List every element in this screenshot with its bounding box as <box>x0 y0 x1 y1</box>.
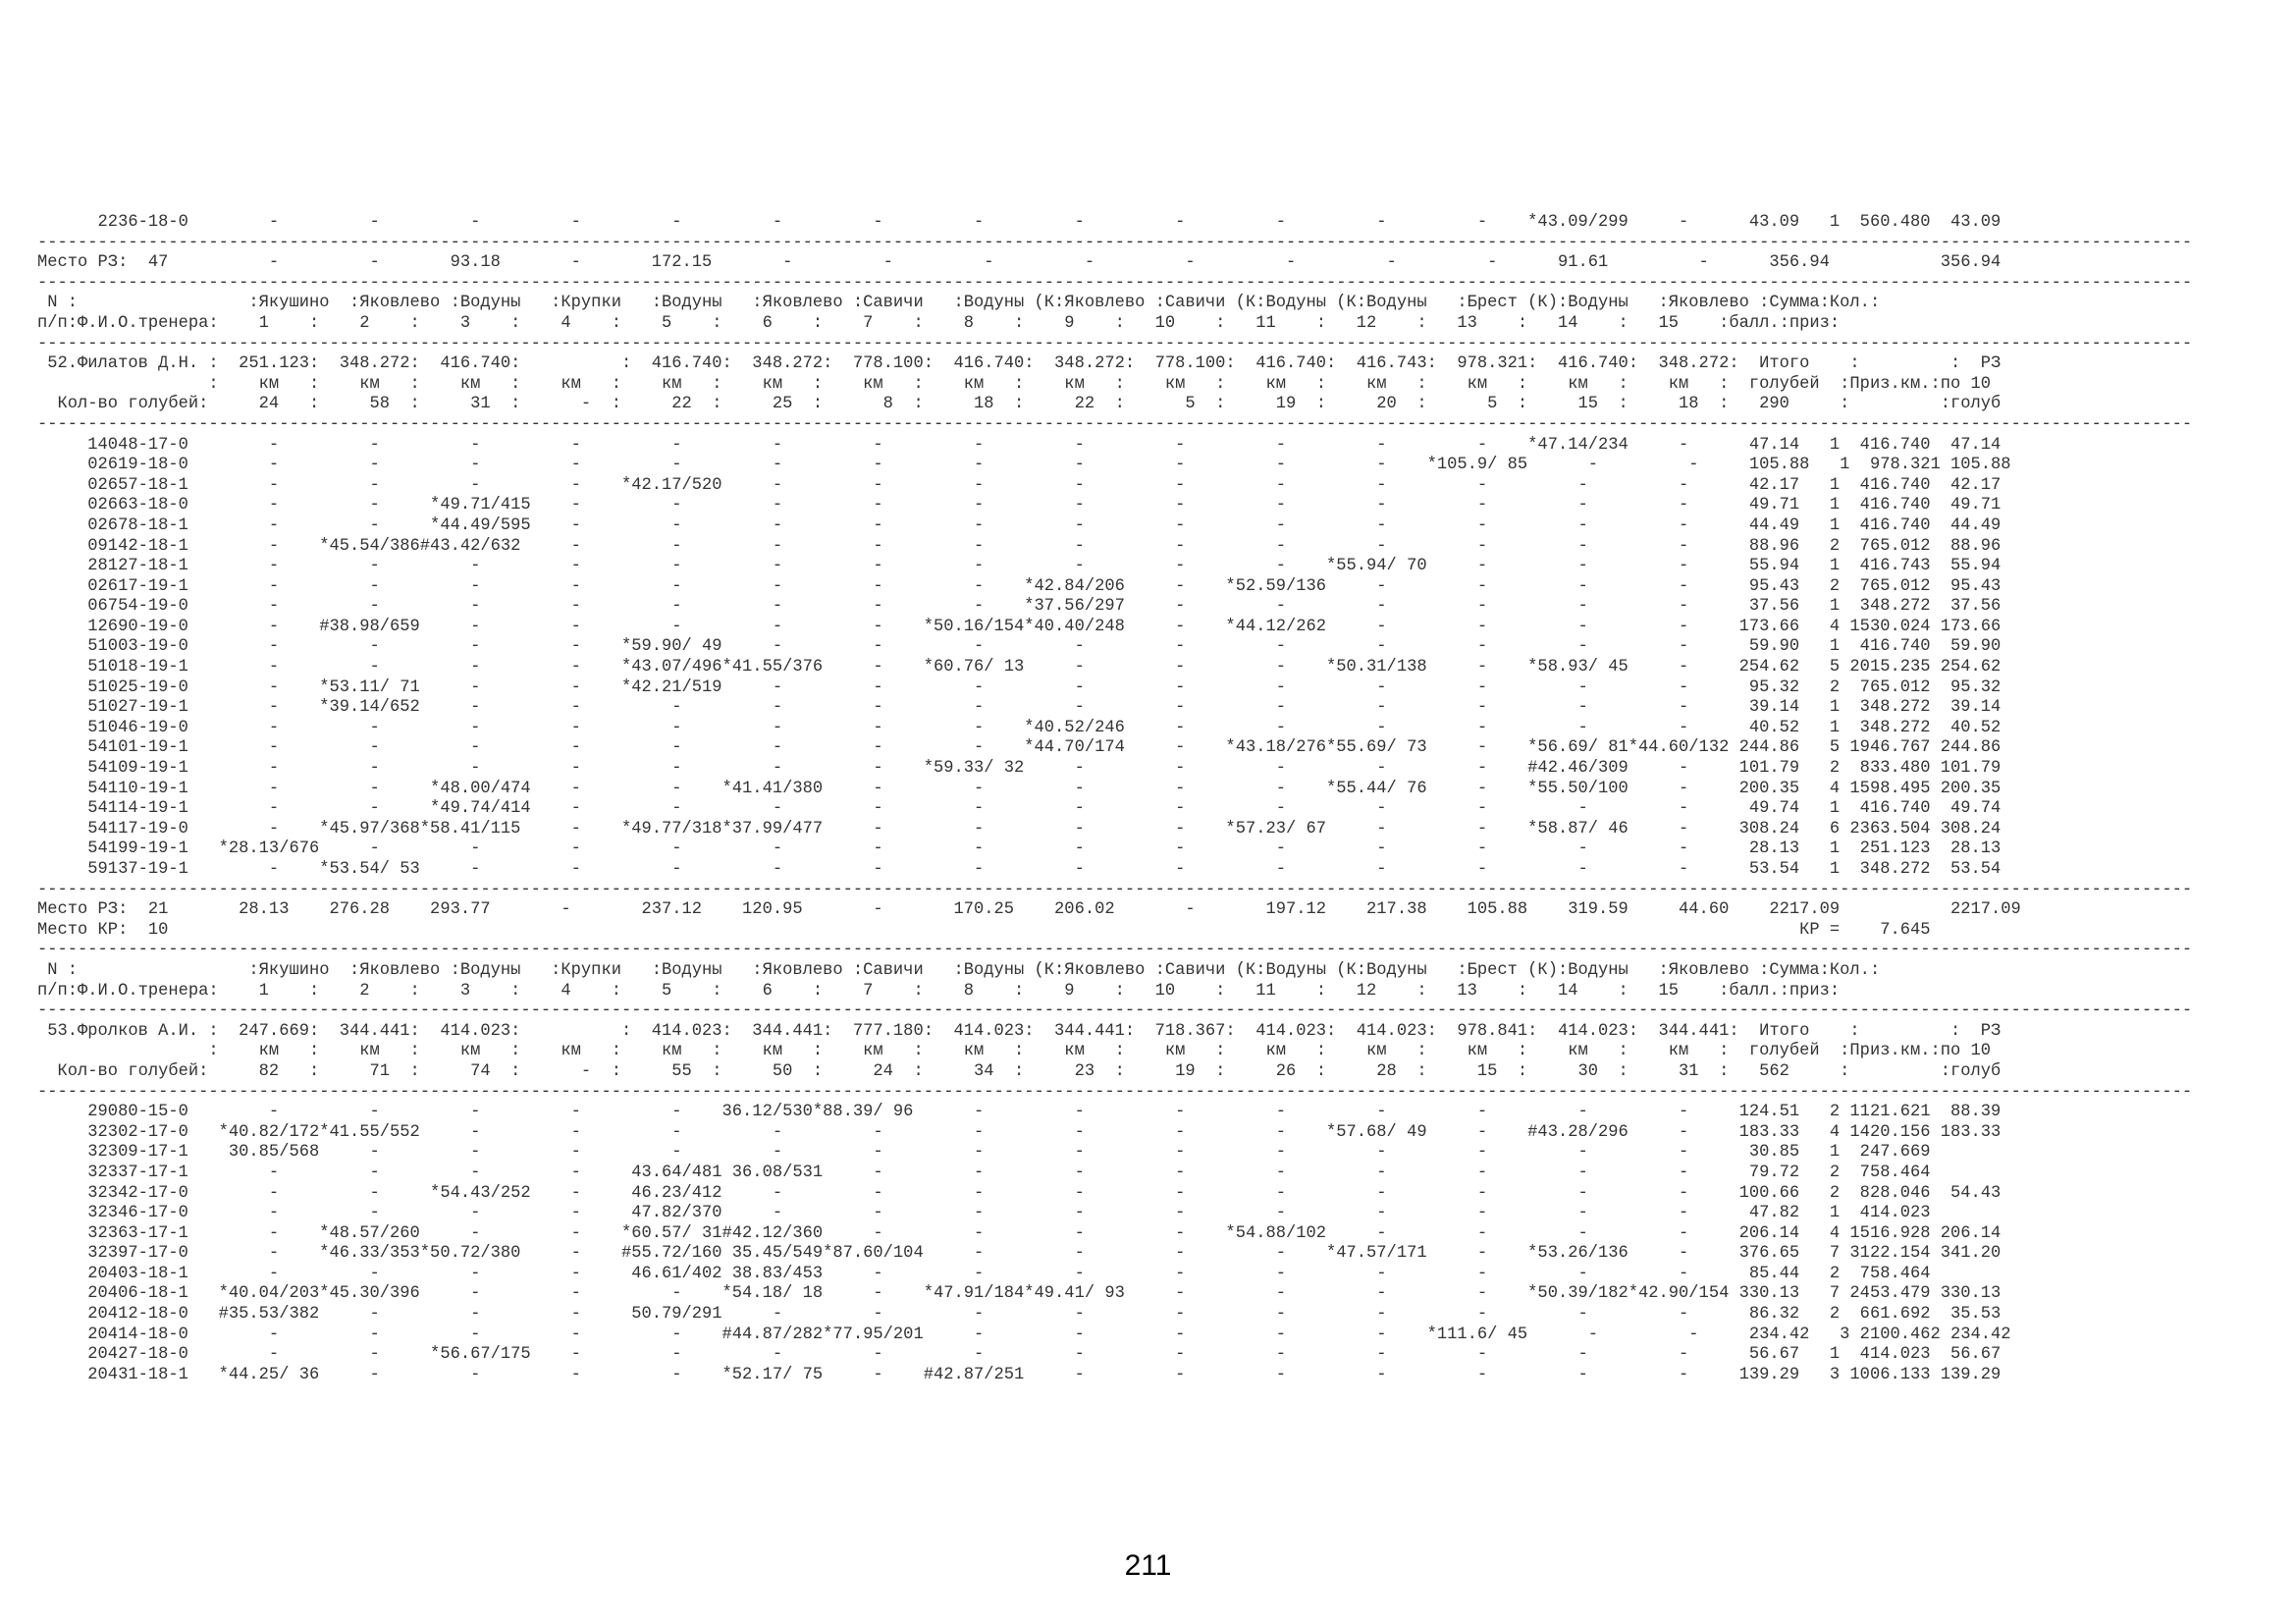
report-line: 02657-18-1 - - - - *42.17/520 - - - - - - - - - - 42.17 1 416.740 42.17 <box>37 475 2002 495</box>
report-line: 32302-17-0 *40.82/172*41.55/552 - - - - - - - - - *57.68/ 49 - #43.28/296 - 183.33 4 1420.156 183.33 <box>37 1122 2002 1142</box>
report-line: 54199-19-1 *28.13/676 - - - - - - - - - - - - - - 28.13 1 251.123 28.13 <box>37 839 2002 859</box>
separator-line: ---------------------------------------------------------------------------------------------------------------------------------------------------------------------------------------------------------------------- <box>37 273 2193 293</box>
report-line: 02619-18-0 - - - - - - - - - - - - *105.9/ 85 - - 105.88 1 978.321 105.88 <box>37 456 2011 475</box>
report-line: 02663-18-0 - - *49.71/415 - - - - - - - - - - - - 49.71 1 416.740 49.71 <box>37 496 2002 515</box>
report-line: 54101-19-1 - - - - - - - - *44.70/174 - *43.18/276*55.69/ 73 - *56.69/ 81*44.60/132 244.86 5 1946.767 244.86 <box>37 738 2002 758</box>
report-line: : км : км : км : км : км : км : км : км : км : км : км : км : км : км : км : голубей :Приз.км.:по 10 <box>37 374 1992 394</box>
report-line: 51018-19-1 - - - - *43.07/496*41.55/376 - *60.76/ 13 - - - *50.31/138 - *58.93/ 45 - 254.62 5 2015.235 254.62 <box>37 658 2002 677</box>
report-line: 32363-17-1 - *48.57/260 - - *60.57/ 31#42.12/360 - - - - *54.88/102 - - - - 206.14 4 1516.928 206.14 <box>37 1223 2002 1243</box>
report-line: 54109-19-1 - - - - - - - *59.33/ 32 - - - - - #42.46/309 - 101.79 2 833.480 101.79 <box>37 759 2002 779</box>
report-line: 14048-17-0 - - - - - - - - - - - - - *47.14/234 - 47.14 1 416.740 47.14 <box>37 435 2002 455</box>
report-line: 32346-17-0 - - - - 47.82/370 - - - - - - - - - - 47.82 1 414.023 <box>37 1204 1931 1223</box>
report-line: 20412-18-0 #35.53/382 - - - 50.79/291 - - - - - - - - - - 86.32 2 661.692 35.53 <box>37 1305 2002 1325</box>
report-line: Место КР: 10 КР = 7.645 <box>37 920 1931 940</box>
report-line: 28127-18-1 - - - - - - - - - - - *55.94/ 70 - - - 55.94 1 416.743 55.94 <box>37 557 2002 576</box>
report-line: 32337-17-1 - - - - 43.64/481 36.08/531 - - - - - - - - - 79.72 2 758.464 <box>37 1163 1931 1182</box>
report-line: 51027-19-1 - *39.14/652 - - - - - - - - - - - - - 39.14 1 348.272 39.14 <box>37 698 2002 718</box>
separator-line: ---------------------------------------------------------------------------------------------------------------------------------------------------------------------------------------------------------------------- <box>37 941 2193 960</box>
report-line: N : :Якушино :Яковлево :Водуны :Крупки :Водуны :Яковлево :Савичи :Водуны (К:Яковлево :Савичи (К:Водуны (К:Водуны :Брест (К):Водуны :Яковлево :Сумма:Кол.: <box>37 960 1881 980</box>
page-number: 211 <box>1124 1549 1172 1582</box>
report-line: 54110-19-1 - - *48.00/474 - - *41.41/380 - - - - - *55.44/ 76 - *55.50/100 - 200.35 4 1598.495 200.35 <box>37 779 2002 798</box>
results-report <box>37 213 2192 1385</box>
report-line: N : :Якушино :Яковлево :Водуны :Крупки :Водуны :Яковлево :Савичи :Водуны (К:Яковлево :Савичи (К:Водуны (К:Водуны :Брест (К):Водуны :Яковлево :Сумма:Кол.: <box>37 294 1881 313</box>
report-line: : км : км : км : км : км : км : км : км : км : км : км : км : км : км : км : голубей :Приз.км.:по 10 <box>37 1042 1992 1061</box>
report-line: 32397-17-0 - *46.33/353*50.72/380 - #55.72/160 35.45/549*87.60/104 - - - - *47.57/171 - *53.26/136 - 376.65 7 3122.154 341.20 <box>37 1244 2002 1264</box>
separator-line: ---------------------------------------------------------------------------------------------------------------------------------------------------------------------------------------------------------------------- <box>37 880 2193 899</box>
report-line: 20406-18-1 *40.04/203*45.30/396 - - - *54.18/ 18 - *47.91/184*49.41/ 93 - - - - *50.39/182*42.90/154 330.13 7 2453.479 330.13 <box>37 1284 2002 1304</box>
report-line: п/п:Ф.И.О.тренера: 1 : 2 : 3 : 4 : 5 : 6 : 7 : 8 : 9 : 10 : 11 : 12 : 13 : 14 : 15 :балл.:приз: <box>37 981 1841 1001</box>
report-line: 20414-18-0 - - - - - #44.87/282*77.95/201 - - - - - *111.6/ 45 - - 234.42 3 2100.462 234.42 <box>37 1325 2011 1344</box>
report-line: Место РЗ: 21 28.13 276.28 293.77 - 237.12 120.95 - 170.25 206.02 - 197.12 217.38 105.88 319.59 44.60 2217.09 2217.09 <box>37 900 2021 920</box>
report-line: 54117-19-0 - *45.97/368*58.41/115 - *49.77/318*37.99/477 - - - - *57.23/ 67 - - *58.87/ 46 - 308.24 6 2363.504 308.24 <box>37 819 2002 839</box>
report-line: 32309-17-1 30.85/568 - - - - - - - - - - - - - - 30.85 1 247.669 <box>37 1143 1931 1163</box>
report-line: 29080-15-0 - - - - - 36.12/530*88.39/ 96 - - - - - - - - 124.51 2 1121.621 88.39 <box>37 1103 2002 1122</box>
report-line: 32342-17-0 - - *54.43/252 - 46.23/412 - - - - - - - - - - 100.66 2 828.046 54.43 <box>37 1183 2002 1203</box>
report-line: 12690-19-0 - #38.98/659 - - - - - *50.16/154*40.40/248 - *44.12/262 - - - - 173.66 4 1530.024 173.66 <box>37 617 2002 636</box>
report-line: 52.Филатов Д.Н. : 251.123: 348.272: 416.740: : 416.740: 348.272: 778.100: 416.740: 348.272: 778.100: 416.740: 416.743: 978.321: 416.740: 348.272: Итого : : РЗ <box>37 354 2002 374</box>
separator-line: ---------------------------------------------------------------------------------------------------------------------------------------------------------------------------------------------------------------------- <box>37 1082 2193 1102</box>
separator-line: ---------------------------------------------------------------------------------------------------------------------------------------------------------------------------------------------------------------------- <box>37 233 2193 252</box>
report-line: 51003-19-0 - - - - *59.90/ 49 - - - - - - - - - - 59.90 1 416.740 59.90 <box>37 637 2002 657</box>
report-line: 06754-19-0 - - - - - - - - *37.56/297 - - - - - - 37.56 1 348.272 37.56 <box>37 597 2002 617</box>
report-line: Место РЗ: 47 - - 93.18 - 172.15 - - - - - - - - 91.61 - 356.94 356.94 <box>37 253 2002 273</box>
report-line: 54114-19-1 - - *49.74/414 - - - - - - - - - - - - 49.74 1 416.740 49.74 <box>37 799 2002 819</box>
report-line: 02678-18-1 - - *44.49/595 - - - - - - - - - - - - 44.49 1 416.740 44.49 <box>37 515 2002 535</box>
report-line: 53.Фролков А.И. : 247.669: 344.441: 414.023: : 414.023: 344.441: 777.180: 414.023: 344.441: 718.367: 414.023: 414.023: 978.841: 414.023: 344.441: Итого : : РЗ <box>37 1021 2002 1041</box>
report-line: Кол-во голубей: 24 : 58 : 31 : - : 22 : 25 : 8 : 18 : 22 : 5 : 19 : 20 : 5 : 15 : 18 : 290 : :голуб <box>37 395 2002 414</box>
report-line: 02617-19-1 - - - - - - - - *42.84/206 - *52.59/136 - - - - 95.43 2 765.012 95.43 <box>37 576 2002 596</box>
report-line: п/п:Ф.И.О.тренера: 1 : 2 : 3 : 4 : 5 : 6 : 7 : 8 : 9 : 10 : 11 : 12 : 13 : 14 : 15 :балл.:приз: <box>37 313 1841 333</box>
report-line: 2236-18-0 - - - - - - - - - - - - - *43.09/299 - 43.09 1 560.480 43.09 <box>37 213 2002 232</box>
report-line: 20427-18-0 - - *56.67/175 - - - - - - - - - - - - 56.67 1 414.023 56.67 <box>37 1345 2002 1365</box>
separator-line: ---------------------------------------------------------------------------------------------------------------------------------------------------------------------------------------------------------------------- <box>37 1001 2193 1021</box>
report-line: 51025-19-0 - *53.11/ 71 - - *42.21/519 - - - - - - - - - - 95.32 2 765.012 95.32 <box>37 677 2002 697</box>
report-line: Кол-во голубей: 82 : 71 : 74 : - : 55 : 50 : 24 : 34 : 23 : 19 : 26 : 28 : 15 : 30 : 31 : 562 : :голуб <box>37 1061 2002 1081</box>
report-line: 20403-18-1 - - - - 46.61/402 38.83/453 - - - - - - - - - 85.44 2 758.464 <box>37 1264 1931 1283</box>
report-line: 59137-19-1 - *53.54/ 53 - - - - - - - - - - - - - 53.54 1 348.272 53.54 <box>37 860 2002 879</box>
report-line: 09142-18-1 - *45.54/386#43.42/632 - - - - - - - - - - - - 88.96 2 765.012 88.96 <box>37 536 2002 556</box>
report-line: 20431-18-1 *44.25/ 36 - - - - *52.17/ 75 - #42.87/251 - - - - - - - 139.29 3 1006.133 139.29 <box>37 1365 2002 1384</box>
separator-line: ---------------------------------------------------------------------------------------------------------------------------------------------------------------------------------------------------------------------- <box>37 414 2193 434</box>
separator-line: ---------------------------------------------------------------------------------------------------------------------------------------------------------------------------------------------------------------------- <box>37 334 2193 353</box>
report-line: 51046-19-0 - - - - - - - - *40.52/246 - - - - - - 40.52 1 348.272 40.52 <box>37 718 2002 737</box>
